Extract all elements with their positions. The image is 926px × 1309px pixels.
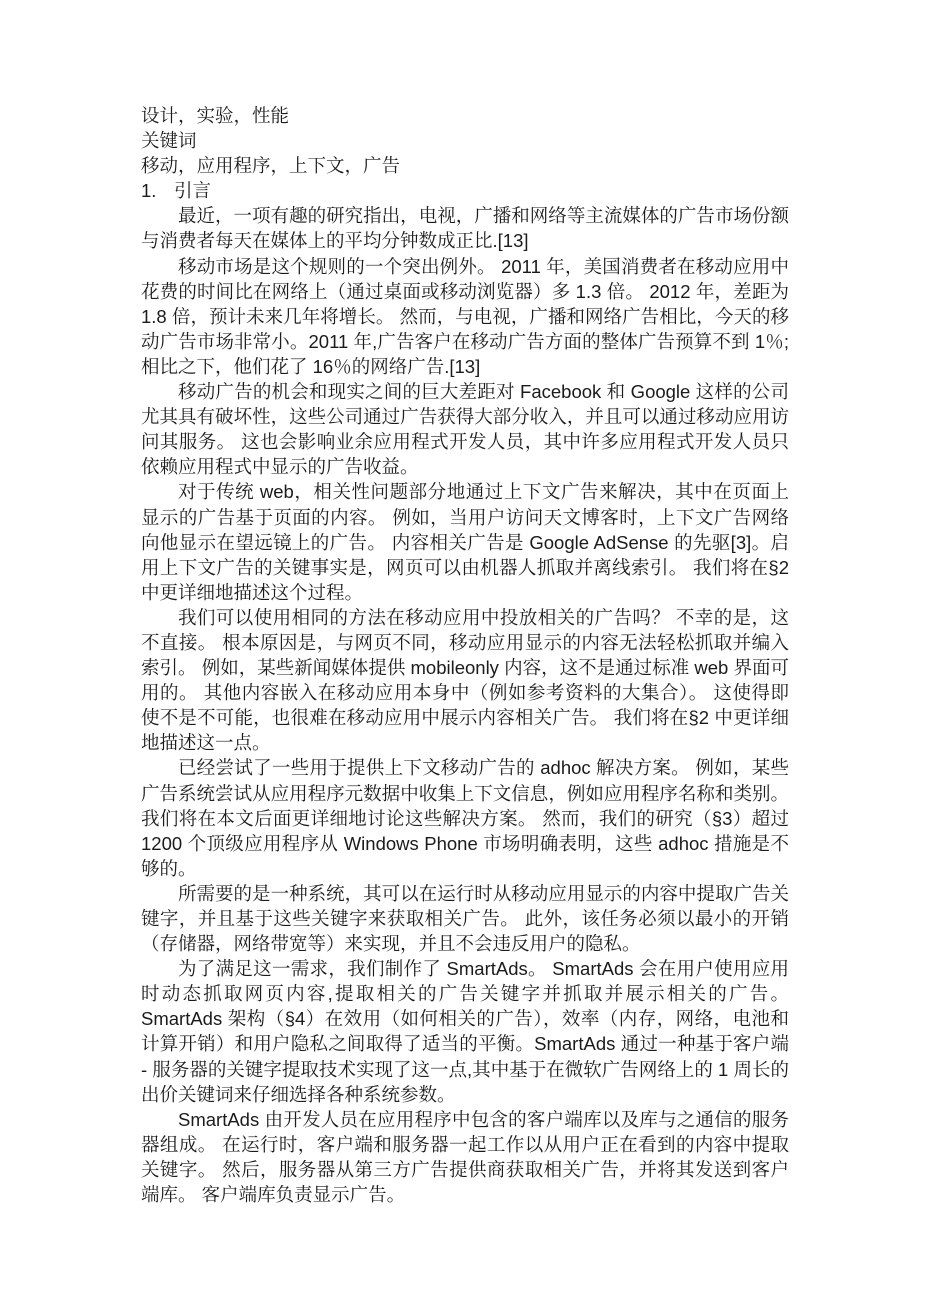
document-text-block [141,103,789,1207]
section-heading-introduction [141,178,789,203]
keywords-line: 移动，应用程序，上下文，广告 [141,155,401,177]
paragraph-smartads-intro: 为了满足这一需求，我们制作了 SmartAds。 SmartAds 会在用户使用应用时动态抓取网页内容,提取相关的广告关键字并抓取并展示相关的广告。SmartAds 架构（§4）在效用（如何相关的广告），效率（内存，网络，电池和计算开销）和用户隐私之间取得了适当的平衡。SmartAds 通过一种基于客户端 - 服务器的关键字提取技术实现了这一点,其中基于在微软广告网络上的 1 周长的出价关键词来仔细选择各种系统参数。 [141,958,789,1105]
paragraph-adhoc-solutions: 已经尝试了一些用于提供上下文移动广告的 adhoc 解决方案。 例如，某些广告系统尝试从应用程序元数据中收集上下文信息，例如应用程序名称和类别。我们将在本文后面更详细地讨论这些解决方案。 然而，我们的研究（§3）超过 1200 个顶级应用程序从 Windows Phone 市场明确表明，这些 adhoc 措施是不够的。 [141,757,789,879]
paragraph-gap-facebook-google: 移动广告的机会和现实之间的巨大差距对 Facebook 和 Google 这样的公司尤其具有破坏性，这些公司通过广告获得大部分收入，并且可以通过移动应用访问其服务。 这也会影响业余应用程式开发人员，其中许多应用程式开发人员只依赖应用程式中显示的广告收益。 [141,381,789,478]
section-number: 1. [141,180,157,202]
paragraph-same-method-mobile: 我们可以使用相同的方法在移动应用中投放相关的广告吗？ 不幸的是，这不直接。 根本原因是，与网页不同，移动应用显示的内容无法轻松抓取并编入索引。 例如，某些新闻媒体提供 mobileonly 内容，这不是通过标准 web 界面可用的。 其他内容嵌入在移动应用本身中（例如参考资料的大集合）。 这使得即使不是不可能，也很难在移动应用中展示内容相关广告。 我们将在§2 中更详细地描述这一点。 [141,606,789,754]
categories-line: 设计，实验，性能 [141,105,290,126]
paragraph-smartads-architecture: SmartAds 由开发人员在应用程序中包含的客户端库以及库与之通信的服务器组成。 在运行时，客户端和服务器一起工作以从用户正在看到的内容中提取关键字。 然后，服务器从第三方广告提供商获取相关广告，并将其发送到客户端库。 客户端库负责显示广告。 [141,1108,789,1206]
paragraph-needed-system: 所需要的是一种系统，其可以在运行时从移动应用显示的内容中提取广告关键字，并且基于这些关键字来获取相关广告。 此外，该任务必须以最小的开销（存储器，网络带宽等）来实现，并且不会违反用户的隐私。 [141,882,789,955]
section-title: 引言 [174,180,212,202]
paragraph-traditional-web-contextual-ads: 对于传统 web，相关性问题部分地通过上下文广告来解决，其中在页面上显示的广告基于页面的内容。 例如，当用户访问天文博客时，上下文广告网络向他显示在望远镜上的广告。 内容相关广告是 Google AdSense 的先驱[3]。启用上下文广告的关键事实是，网页可以由机器人抓取并离线索引。 我们将在§2 中更详细地描述这个过程。 [141,481,789,603]
paragraph-mobile-exception: 移动市场是这个规则的一个突出例外。 2011 年，美国消费者在移动应用中花费的时间比在网络上（通过桌面或移动浏览器）多 1.3 倍。 2012 年，差距为 1.8 倍，预计未来几年将增长。 然而，与电视，广播和网络广告相比，今天的移动广告市场非常小。2011 年,广告客户在移动广告方面的整体广告预算不到 1％;相比之下，他们花了 16％的网络广告.[13] [141,255,789,377]
paragraph-ad-market-share: 最近，一项有趣的研究指出，电视，广播和网络等主流媒体的广告市场份额与消费者每天在媒体上的平均分钟数成正比.[13] [141,205,789,252]
keywords-heading: 关键词 [141,130,197,152]
